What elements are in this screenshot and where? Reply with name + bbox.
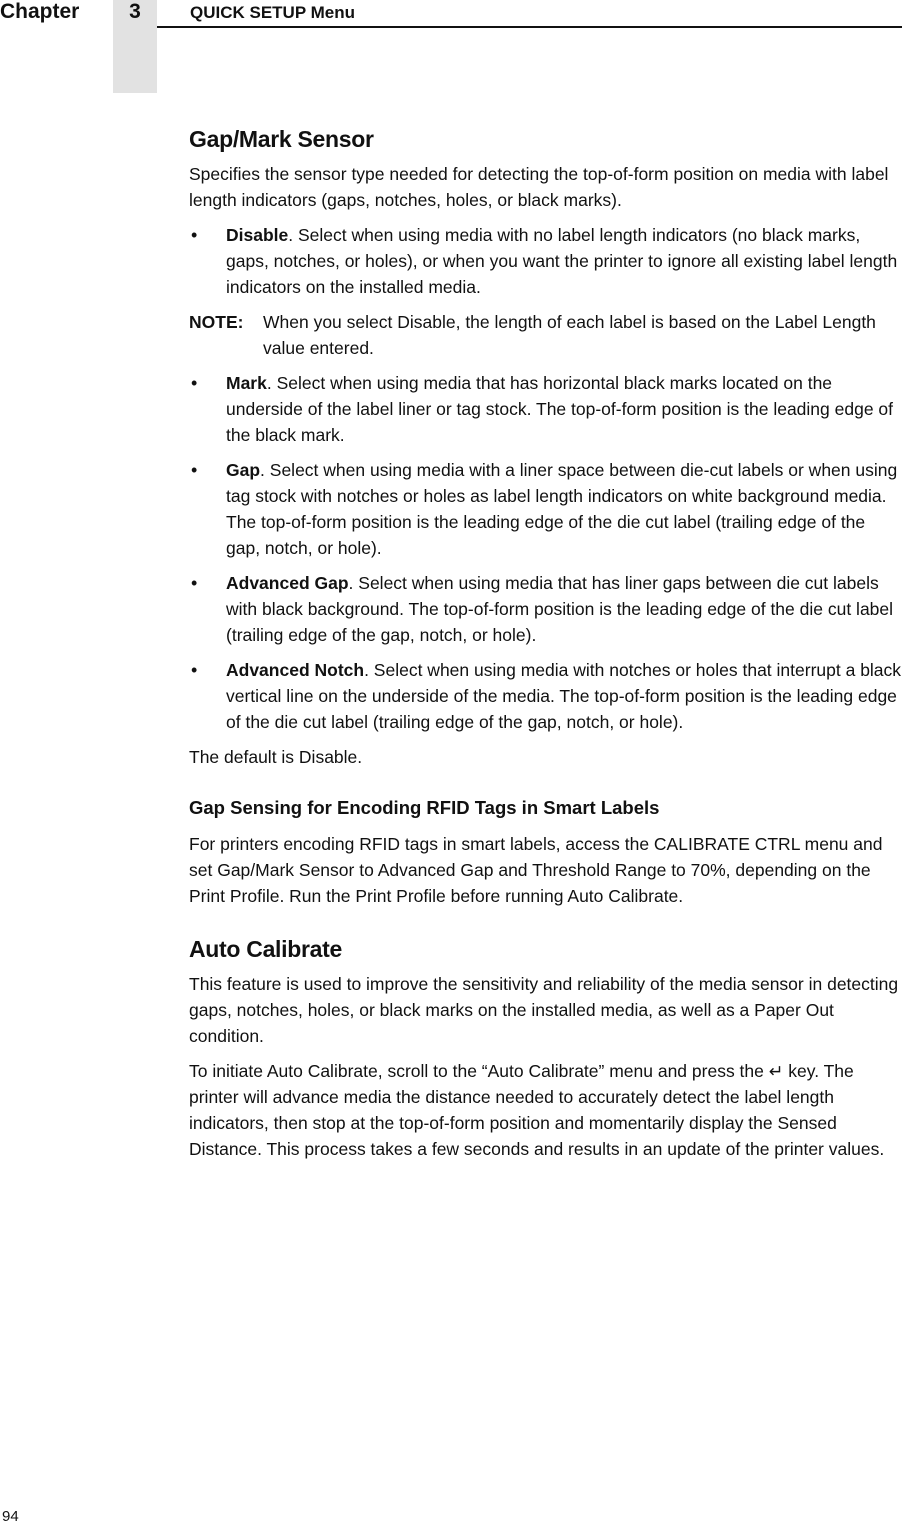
spacer	[189, 779, 902, 795]
note-text: When you select Disable, the length of each label is based on the Label Length value entered.	[263, 312, 876, 358]
note-block	[189, 309, 902, 361]
gap-mark-intro: Specifies the sensor type needed for detecting the top-of-form position on media with label length indicators (gaps, notches, holes, or black marks).	[189, 164, 889, 210]
option-description: . Select when using media with no label length indicators (no black marks, gaps, notches, or holes), or when you want the printer to ignore all existing label length indicators on the installed media.	[226, 225, 898, 297]
bullet-icon: •	[191, 225, 198, 245]
default-value-text: The default is Disable.	[189, 747, 363, 767]
note-label: NOTE:	[189, 312, 244, 332]
sensor-options-list-continued	[189, 370, 902, 735]
option-description: . Select when using media with a liner space between die-cut labels or when using tag stock with notches or holes as label length indicators on white background media. The top-of-form position is the leading edge of the die cut label (trailing edge of the gap, notch, or hole).	[226, 460, 898, 558]
bullet-icon: •	[191, 660, 198, 680]
option-term: Mark	[226, 373, 267, 393]
gap-mark-sensor-heading: Gap/Mark Sensor	[189, 126, 374, 152]
option-term: Disable	[226, 225, 289, 245]
sensor-options-list	[189, 222, 902, 300]
section-title: QUICK SETUP Menu	[190, 3, 355, 22]
option-term: Advanced Gap	[226, 573, 349, 593]
list-item-gap	[189, 457, 902, 561]
option-description: . Select when using media that has horizontal black marks located on the underside of the label liner or tag stock. The top-of-form position is the leading edge of the black mark.	[226, 373, 894, 445]
auto-calibrate-paragraph-1: This feature is used to improve the sensitivity and reliability of the media sensor in detecting gaps, notches, holes, or black marks on the installed media, as well as a Paper Out condition.	[189, 974, 899, 1046]
page-number: 94	[2, 1508, 19, 1525]
chapter-number: 3	[129, 0, 141, 23]
header-rule	[157, 26, 902, 28]
option-term: Gap	[226, 460, 261, 480]
rfid-paragraph: For printers encoding RFID tags in smart labels, access the CALIBRATE CTRL menu and set Gap/Mark Sensor to Advanced Gap and Threshold Range to 70%, depending on the Print Profile. Run the Print Profile before running Auto Calibrate.	[189, 834, 883, 906]
bullet-icon: •	[191, 460, 198, 480]
auto-calibrate-paragraph-2: To initiate Auto Calibrate, scroll to the “Auto Calibrate” menu and press the ↵ key. The printer will advance media the distance needed to accurately detect the label length indicators, then stop at the top-of-form position and momentarily display the Sensed Distance. This process takes a few seconds and results in an update of the printer values.	[189, 1061, 885, 1159]
bullet-icon: •	[191, 373, 198, 393]
option-term: Advanced Notch	[226, 660, 365, 680]
chapter-label: Chapter	[0, 0, 80, 23]
list-item-mark	[189, 370, 902, 448]
spacer	[189, 918, 902, 934]
rfid-heading: Gap Sensing for Encoding RFID Tags in Smart Labels	[189, 797, 660, 818]
bullet-icon: •	[191, 573, 198, 593]
list-item-advanced-gap	[189, 570, 902, 648]
option-description: . Select when using media that has liner gaps between die cut labels with black background. The top-of-form position is the leading edge of the die cut label (trailing edge of the gap, notch, or hole).	[226, 573, 894, 645]
page-header	[0, 0, 902, 30]
page-body	[189, 124, 902, 1171]
list-item-disable	[189, 222, 902, 300]
list-item-advanced-notch	[189, 657, 902, 735]
option-description: . Select when using media with notches or holes that interrupt a black vertical line on the underside of the media. The top-of-form position is the leading edge of the die cut label (trailing edge of the gap, notch, or hole).	[226, 660, 902, 732]
auto-calibrate-heading: Auto Calibrate	[189, 936, 342, 962]
